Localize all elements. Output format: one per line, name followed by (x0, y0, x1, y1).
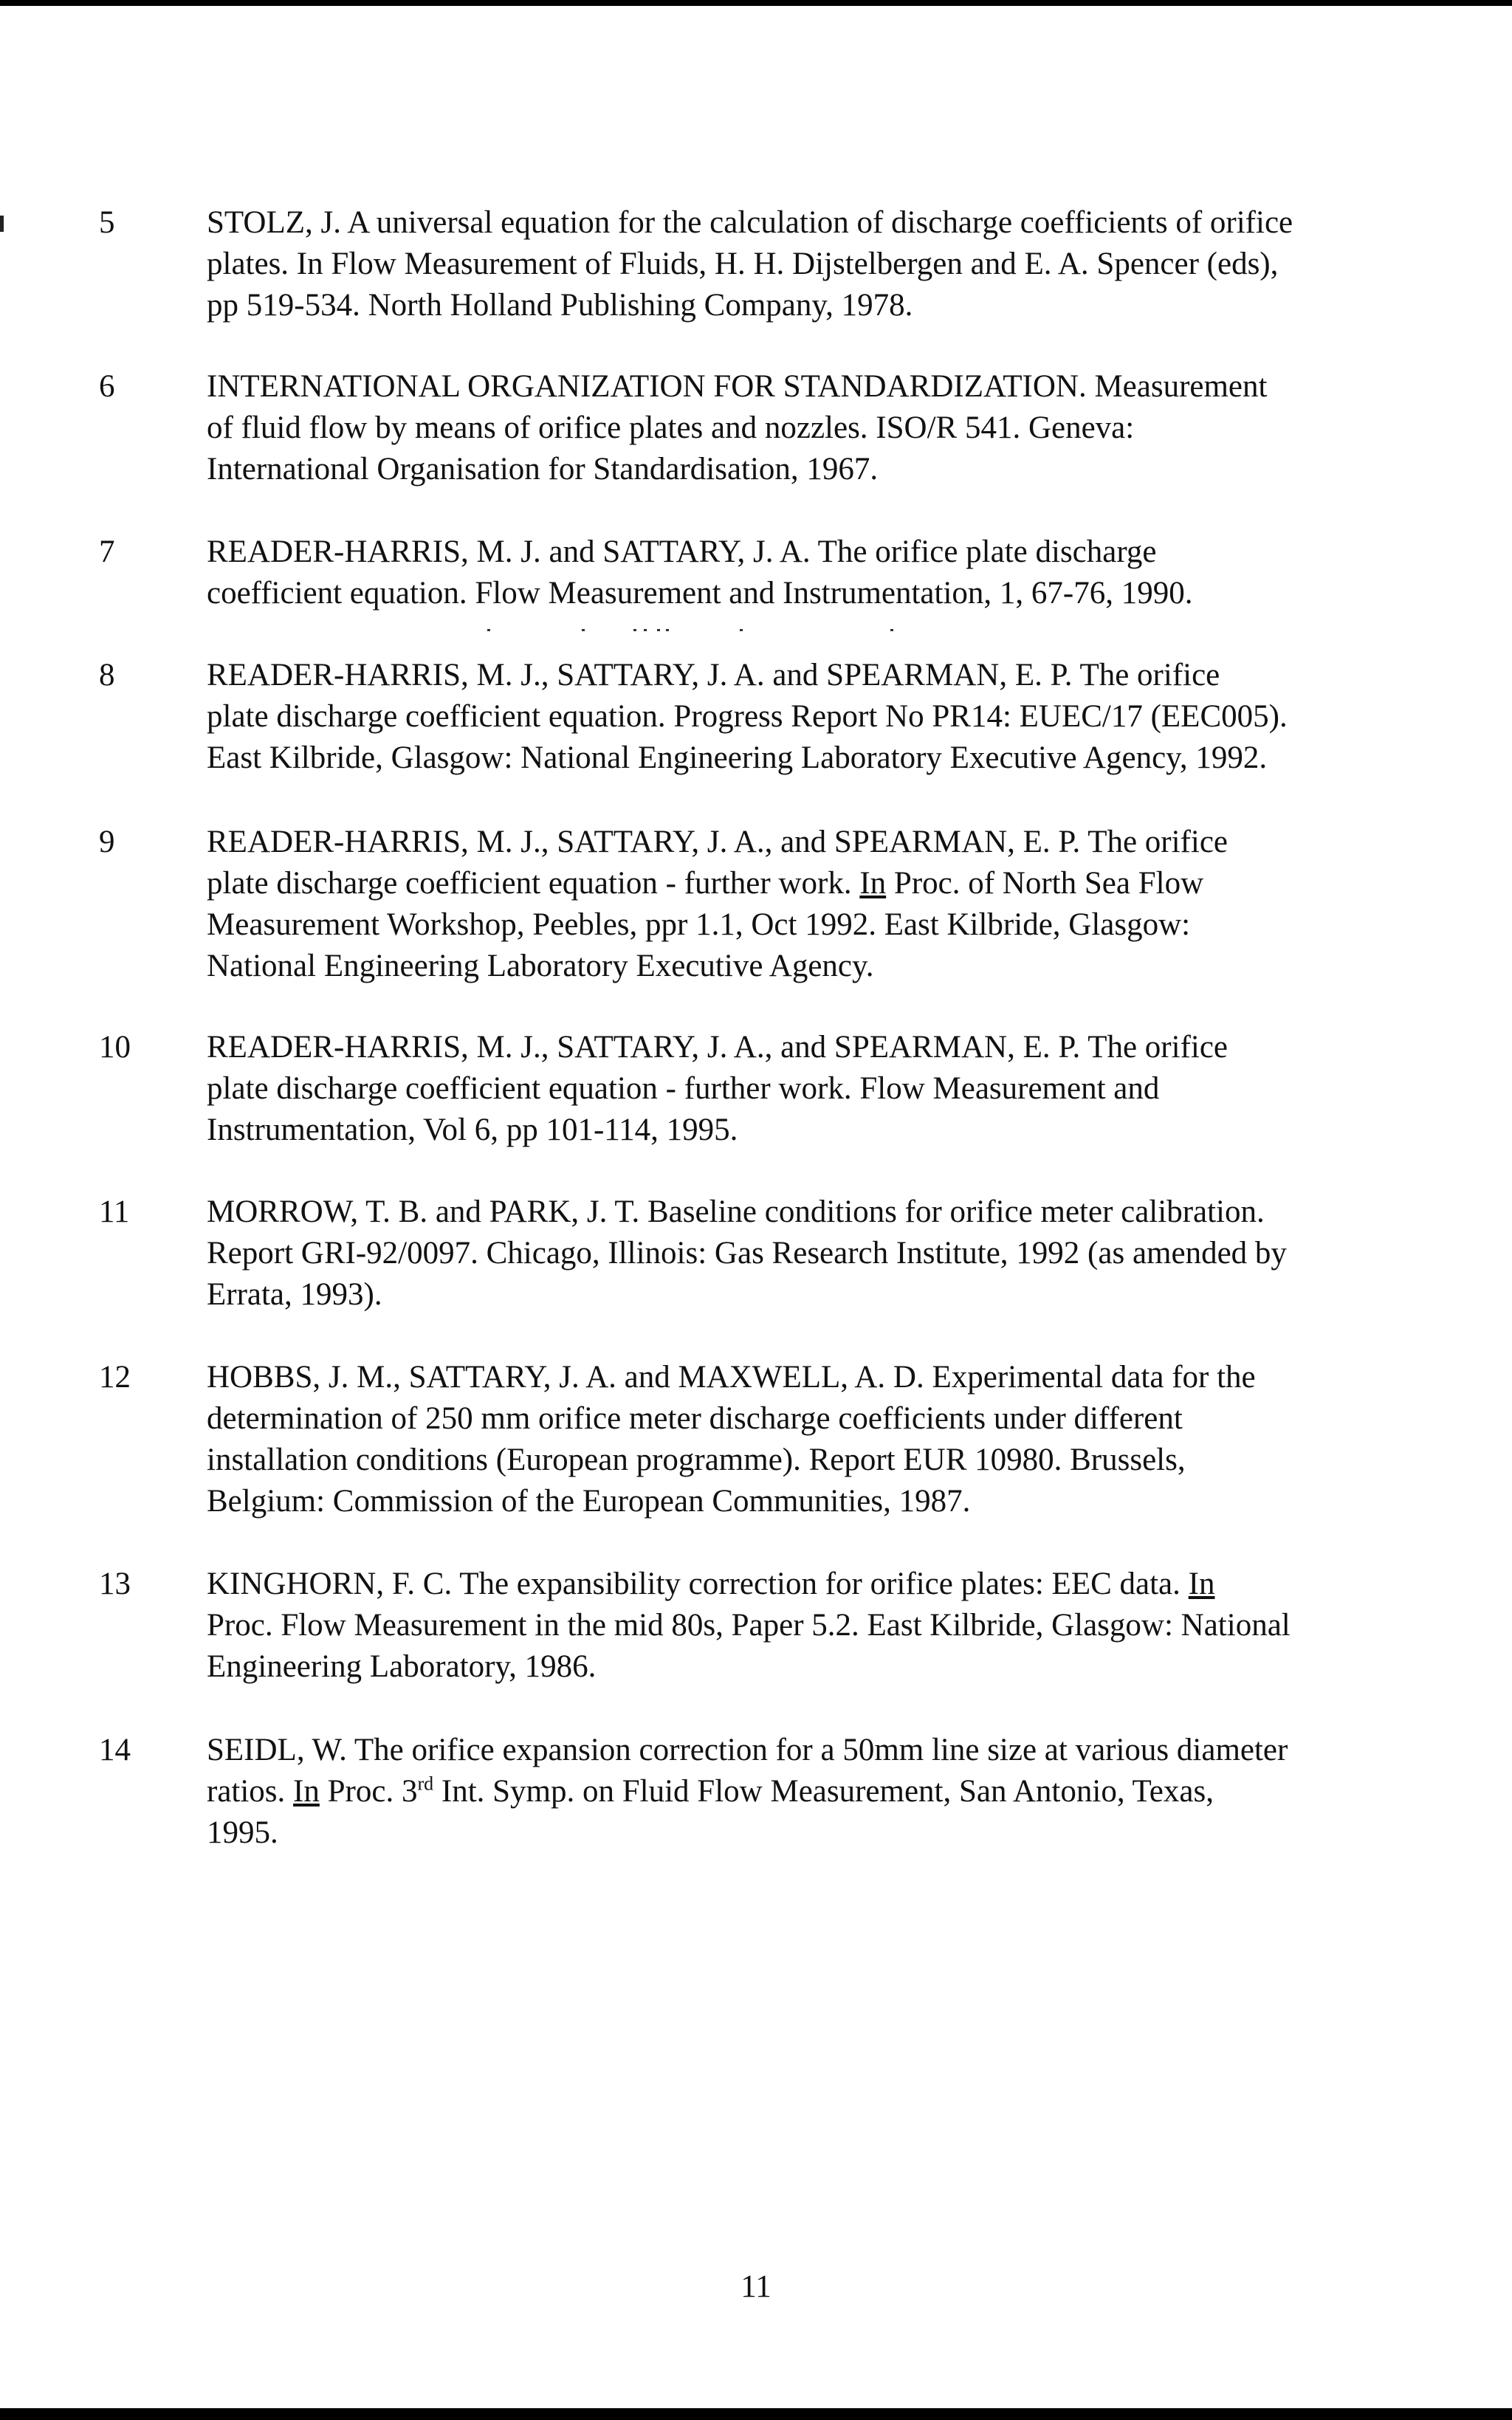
reference-number: 6 (99, 369, 115, 404)
scan-specks (472, 629, 915, 635)
reference-number: 9 (99, 825, 115, 859)
reference-line: Engineering Laboratory, 1986. (207, 1649, 597, 1684)
reference-line: 1995. (207, 1815, 278, 1850)
underlined-in: In (1188, 1567, 1215, 1601)
reference-line: East Kilbride, Glasgow: National Engineering Laboratory Executive Agency, 1992. (207, 740, 1268, 775)
reference-line: installation conditions (European programme). Report EUR 10980. Brussels, (207, 1443, 1186, 1477)
scan-border-top (0, 0, 1512, 6)
reference-text (207, 1564, 1440, 1688)
reference-line: Belgium: Commission of the European Communities, 1987. (207, 1484, 971, 1519)
reference-text (207, 202, 1440, 326)
reference-line: Instrumentation, Vol 6, pp 101-114, 1995. (207, 1113, 738, 1147)
reference-number: 14 (99, 1733, 131, 1767)
reference-text (207, 1730, 1440, 1854)
reference-text (207, 366, 1440, 490)
reference-number: 8 (99, 658, 115, 692)
reference-line: Measurement Workshop, Peebles, ppr 1.1, Oct 1992. East Kilbride, Glasgow: (207, 907, 1191, 942)
reference-line: INTERNATIONAL ORGANIZATION FOR STANDARDIZATION. Measurement (207, 369, 1268, 404)
reference-number: 13 (99, 1567, 131, 1601)
underlined-in: In (859, 866, 887, 901)
reference-line: Report GRI-92/0097. Chicago, Illinois: Gas Research Institute, 1992 (as amended by (207, 1236, 1287, 1271)
reference-line (207, 1564, 1440, 1605)
reference-text (207, 1192, 1440, 1316)
reference-number: 12 (99, 1360, 131, 1395)
reference-line: plate discharge coefficient equation. Progress Report No PR14: EUEC/17 (EEC005). (207, 699, 1288, 734)
reference-line: International Organisation for Standardisation, 1967. (207, 452, 879, 487)
reference-line: coefficient equation. Flow Measurement and Instrumentation, 1, 67-76, 1990. (207, 576, 1193, 611)
reference-number: 10 (99, 1030, 131, 1065)
reference-text (207, 532, 1440, 614)
reference-line: Errata, 1993). (207, 1277, 382, 1312)
reference-line-segment: Proc. 3 (319, 1774, 418, 1809)
reference-text (207, 822, 1440, 987)
reference-line: STOLZ, J. A universal equation for the calculation of discharge coefficients of orifice (207, 205, 1293, 240)
reference-line: READER-HARRIS, M. J., SATTARY, J. A., and SPEARMAN, E. P. The orifice (207, 825, 1228, 859)
reference-line: National Engineering Laboratory Executive Agency. (207, 949, 874, 983)
reference-line: plates. In Flow Measurement of Fluids, H. H. Dijstelbergen and E. A. Spencer (eds), (207, 247, 1279, 281)
ordinal-superscript: rd (417, 1773, 434, 1795)
reference-line: plate discharge coefficient equation - further work. Flow Measurement and (207, 1071, 1160, 1106)
reference-line: determination of 250 mm orifice meter discharge coefficients under different (207, 1401, 1183, 1436)
reference-line (207, 1771, 1440, 1812)
reference-line: READER-HARRIS, M. J. and SATTARY, J. A. The orifice plate discharge (207, 534, 1157, 569)
reference-line-segment: KINGHORN, F. C. The expansibility correction for orifice plates: EEC data. (207, 1567, 1189, 1601)
reference-line: Proc. Flow Measurement in the mid 80s, Paper 5.2. East Kilbride, Glasgow: National (207, 1608, 1291, 1643)
reference-line (207, 863, 1440, 904)
reference-line: MORROW, T. B. and PARK, J. T. Baseline conditions for orifice meter calibration. (207, 1194, 1265, 1229)
reference-number: 11 (99, 1194, 130, 1229)
reference-line-segment: Int. Symp. on Fluid Flow Measurement, San Antonio, Texas, (433, 1774, 1214, 1809)
reference-text (207, 1027, 1440, 1151)
scan-margin-mark (0, 216, 4, 232)
reference-number: 5 (99, 205, 115, 240)
reference-line-segment: ratios. (207, 1774, 294, 1809)
reference-line-segment: plate discharge coefficient equation - further work. (207, 866, 860, 901)
reference-line-segment: Proc. of North Sea Flow (886, 866, 1204, 901)
page-number: 11 (740, 2269, 772, 2304)
scan-border-bottom (0, 2408, 1512, 2420)
reference-line: READER-HARRIS, M. J., SATTARY, J. A., and SPEARMAN, E. P. The orifice (207, 1030, 1228, 1065)
reference-text (207, 1357, 1440, 1522)
reference-line: HOBBS, J. M., SATTARY, J. A. and MAXWELL, A. D. Experimental data for the (207, 1360, 1256, 1395)
reference-line: pp 519-534. North Holland Publishing Company, 1978. (207, 288, 913, 323)
reference-number: 7 (99, 534, 115, 569)
underlined-in: In (293, 1774, 320, 1809)
reference-line: READER-HARRIS, M. J., SATTARY, J. A. and SPEARMAN, E. P. The orifice (207, 658, 1220, 692)
reference-text (207, 655, 1440, 779)
reference-line: of fluid flow by means of orifice plates and nozzles. ISO/R 541. Geneva: (207, 410, 1135, 445)
reference-line: SEIDL, W. The orifice expansion correction for a 50mm line size at various diameter (207, 1733, 1288, 1767)
